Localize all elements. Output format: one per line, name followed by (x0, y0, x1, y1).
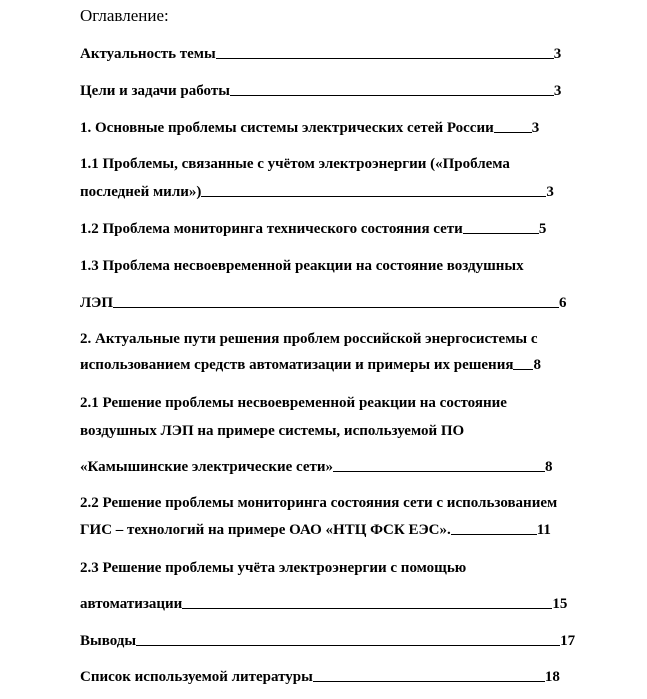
toc-leader-line (216, 58, 554, 59)
toc-page-number: 3 (546, 184, 554, 200)
toc-leader-line (136, 645, 560, 646)
toc-page-number: 3 (553, 83, 562, 99)
toc-page-number: 15 (552, 596, 568, 612)
toc-entry-section-2-3[interactable] (80, 596, 580, 613)
toc-entry-line: 2.1 Решение проблемы несвоевременной реакции на состояние (80, 395, 507, 411)
toc-entry-text: последней мили») (80, 184, 202, 200)
toc-leader-line (333, 471, 545, 472)
toc-page-number: 17 (560, 633, 576, 649)
toc-leader-line (201, 196, 546, 197)
toc-leader-line (313, 681, 545, 682)
toc-leader-line (113, 307, 559, 308)
toc-entry-text: Список используемой литературы (80, 669, 313, 685)
toc-entry-text: Актуальность темы (80, 46, 216, 62)
toc-entry-text: использованием средств автоматизации и примеры их решения (80, 357, 514, 373)
toc-page-number: 8 (533, 357, 541, 373)
toc-entry-line: 2.2 Решение проблемы мониторинга состояния сети с использованием (80, 495, 558, 511)
toc-leader-line (230, 95, 554, 96)
toc-entry-section-2[interactable] (80, 357, 573, 374)
toc-entry-line: 1.1 Проблемы, связанные с учётом электроэнергии («Проблема (80, 156, 510, 172)
toc-entry-text: 1. Основные проблемы системы электрических сетей России (80, 120, 494, 136)
toc-entry-text: Выводы (80, 633, 137, 649)
toc-entry-section-1-2[interactable] (80, 221, 573, 238)
toc-page-number: 3 (553, 46, 562, 62)
toc-page-number: 6 (559, 295, 567, 311)
toc-entry-section-1-1[interactable] (80, 184, 573, 201)
toc-heading: Оглавление: (80, 6, 169, 25)
toc-entry-section-2-2[interactable] (80, 522, 580, 539)
toc-entry-text: «Камышинские электрические сети» (80, 459, 334, 475)
toc-leader-line (451, 534, 537, 535)
toc-entry-line: 1.3 Проблема несвоевременной реакции на состояние воздушных (80, 258, 524, 274)
toc-entry-line: 2. Актуальные пути решения проблем российской энергосистемы с (80, 331, 538, 347)
toc-entry-section-1-3[interactable] (80, 295, 573, 312)
toc-entry-goals[interactable] (80, 83, 573, 100)
toc-page-number: 18 (544, 669, 560, 685)
toc-entry-references[interactable] (80, 669, 580, 686)
toc-entry-line: воздушных ЛЭП на примере системы, используемой ПО (80, 423, 465, 439)
toc-entry-section-1[interactable] (80, 120, 573, 137)
toc-leader-line (494, 132, 532, 133)
toc-page-number: 8 (545, 459, 553, 475)
toc-page-number: 5 (538, 221, 547, 237)
toc-entry-line: 2.3 Решение проблемы учёта электроэнергии с помощью (80, 560, 467, 576)
toc-entry-text: Цели и задачи работы (80, 83, 230, 99)
toc-leader-line (513, 369, 533, 370)
toc-leader-line (182, 608, 552, 609)
toc-entry-conclusions[interactable] (80, 633, 580, 650)
toc-page-number: 3 (531, 120, 540, 136)
toc-entry-text: ЛЭП (80, 295, 114, 311)
toc-entry-text: 1.2 Проблема мониторинга технического состояния сети (80, 221, 463, 237)
toc-entry-section-2-1[interactable] (80, 459, 573, 476)
toc-entry-relevance[interactable] (80, 46, 573, 63)
toc-page-number: 11 (536, 522, 551, 538)
toc-entry-text: ГИС – технологий на примере ОАО «НТЦ ФСК ЕЭС». (80, 522, 451, 538)
toc-leader-line (463, 233, 539, 234)
toc-entry-text: автоматизации (80, 596, 183, 612)
